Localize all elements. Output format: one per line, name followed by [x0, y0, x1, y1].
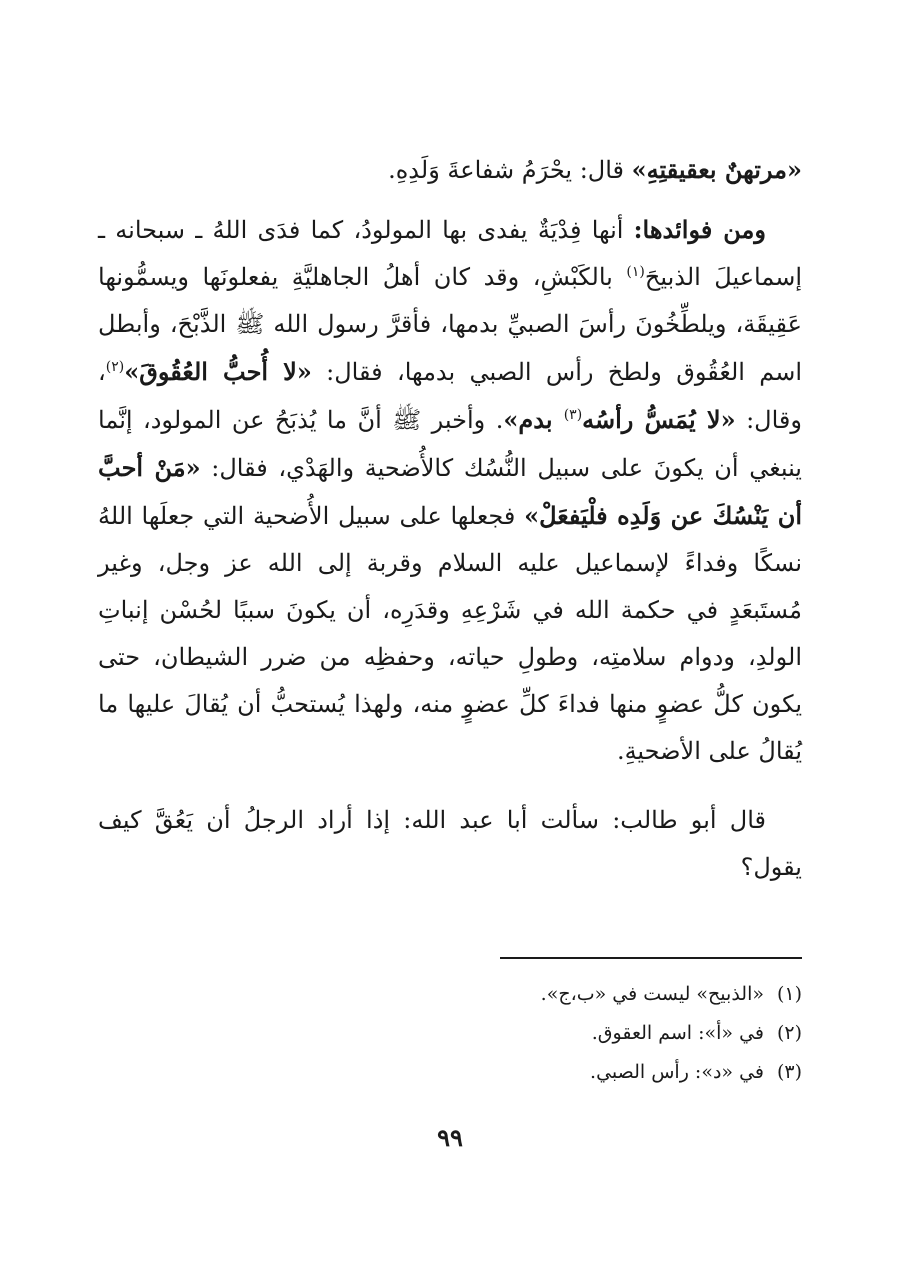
- paragraph-2: [98, 206, 802, 775]
- paragraph-2-segment-4: . وأخبر ﷺ أنَّ ما يُذبَحُ عن المولود، إنَّما ينبغي أن يكونَ على سبيل النُّسُك كالأُضحية والهَدْي، فقال:: [98, 406, 802, 482]
- hadith-quote-3: «مَنْ أحبَّ أن يَنْسُكَ عن وَلَدِه فلْيَفعَلْ»: [98, 453, 802, 530]
- footnotes: [360, 975, 802, 1092]
- paragraph-2-segment-3: ، وقال:: [98, 358, 802, 434]
- paragraph-2-lead: ومن فوائدها:: [633, 215, 766, 244]
- hadith-quote-2: «لا يُمَسُّ رأسُه: [582, 405, 736, 434]
- footnote-text: في «أ»: اسم العقوق.: [591, 1022, 764, 1044]
- footnote-number: (١): [776, 983, 802, 1005]
- hadith-quote-1: «لا أُحبُّ العُقُوقَ»: [124, 357, 312, 386]
- footnote-number: (٣): [776, 1061, 802, 1083]
- footnote-text: في «د»: رأس الصبي.: [590, 1061, 764, 1083]
- paragraph-2-segment-1: أنها فِدْيَةٌ يفدى بها المولودُ، كما فدَى اللهُ ـ سبحانه ـ إسماعيلَ الذبيحَ: [98, 216, 803, 291]
- paragraph-2-segment-2: بالكَبْشِ، وقد كان أهلُ الجاهليَّةِ يفعلونَها ويسمُّونها عَقِيقَة، ويلطِّخُونَ رأسَ الصبيِّ بدمها، فأقرَّ رسول الله ﷺ الذَّبْحَ، وأبطل اسم العُقُوق ولطخ رأس الصبي بدمها، فقال:: [98, 263, 803, 386]
- paragraph-3: [98, 797, 802, 891]
- paragraph-2-segment-5: فجعلها على سبيل الأُضحية التي جعلَها اللهُ نسكًا وفداءً لإسماعيل عليه السلام وقربة إلى الله عز وجل، وغير مُستَبعَدٍ في حكمة الله في شَرْعِهِ وقدَرِه، أن يكونَ سببًا لحُسْن إنباتِ الولدِ، ودوام سلامتِه، وطولِ حياته، وحفظِه من ضرر الشيطان، حتى يكون كلُّ عضوٍ منها فداءَ كلِّ عضوٍ منه، ولهذا يُستحبُّ أن يُقالَ عليها ما يُقالُ على الأضحيةِ.: [98, 502, 803, 765]
- footnote-divider: [500, 957, 802, 959]
- hadith-quote-2-end: بدم»: [503, 405, 564, 434]
- footnote-number: (٢): [776, 1022, 802, 1044]
- footnote-ref-3: (٣): [563, 407, 583, 423]
- footnote-1: [360, 975, 802, 1014]
- footnote-ref-1: (١): [626, 264, 645, 280]
- paragraph-1: [98, 146, 802, 194]
- footnote-ref-2: (٢): [105, 359, 125, 375]
- bold-hadith-quote: «مرتهنٌ بعقيقتِهِ»: [631, 155, 802, 184]
- paragraph-1-text: قال: يحْرَمُ شفاعةَ وَلَدِهِ.: [388, 156, 632, 184]
- footnote-3: [360, 1053, 802, 1092]
- footnote-text: «الذبيح» ليست في «ب،ج».: [540, 983, 764, 1005]
- page-number: ٩٩: [437, 1123, 463, 1152]
- footnote-2: [360, 1014, 802, 1053]
- paragraph-3-text: قال أبو طالب: سألت أبا عبد الله: إذا أراد الرجلُ أن يَعُقَّ كيف يقول؟: [98, 806, 802, 881]
